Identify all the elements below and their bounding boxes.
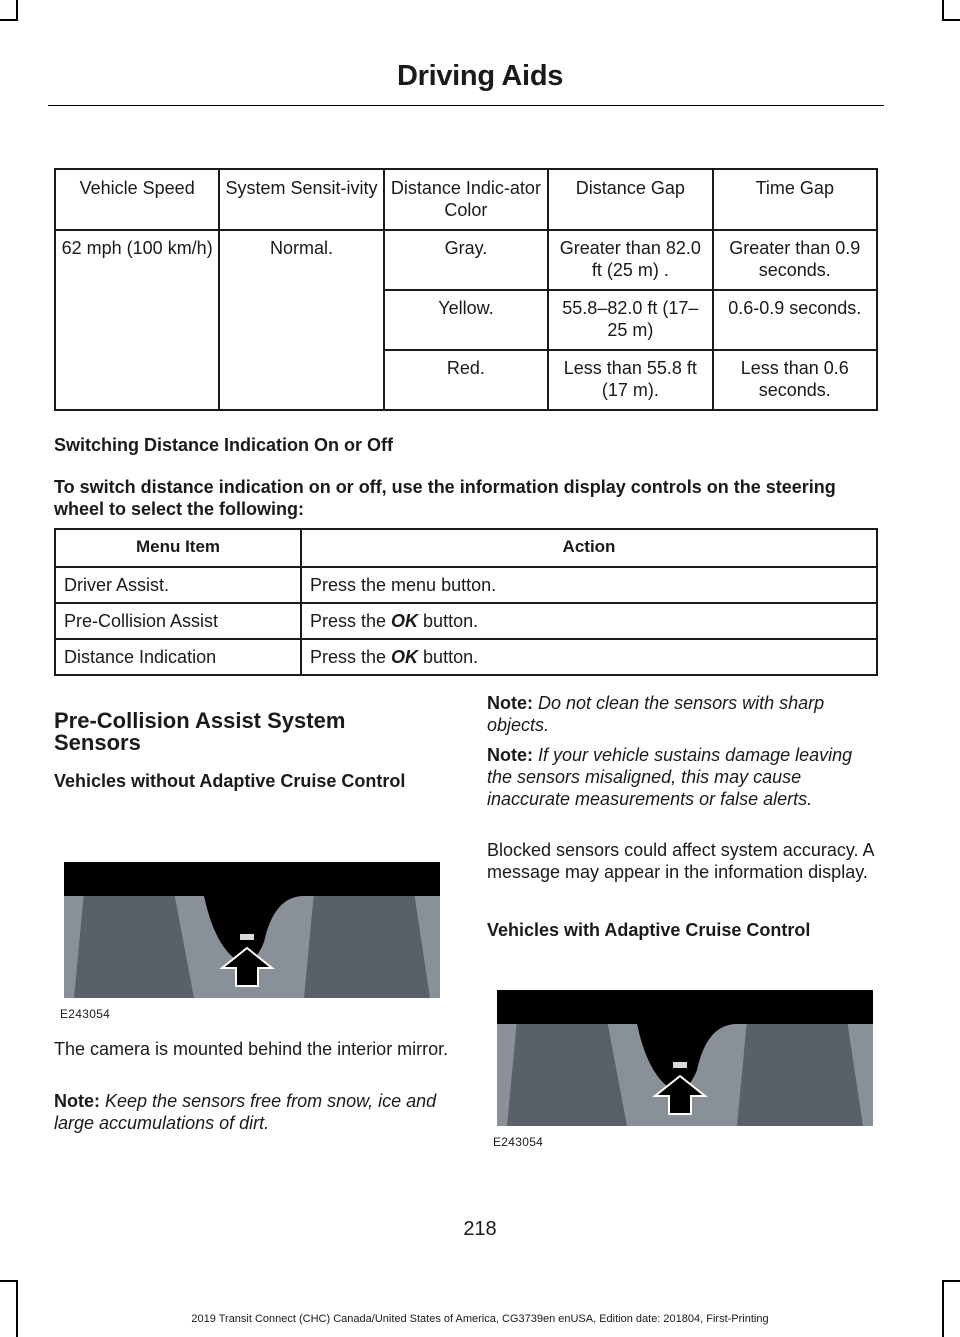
page-title: Driving Aids [396,60,564,92]
action-cell [301,603,877,639]
figure-code: E243054 [60,1007,111,1021]
switching-instruction: To switch distance indication on or off, use the information display controls on the steering wheel to select the following: [54,477,836,519]
note-text: If your vehicle sustains damage leaving the sensors misaligned, this may cause inaccurate measurements or false alerts. [487,745,853,809]
column-header: Time Gap [713,169,877,230]
column-header: Action [301,529,877,567]
with-acc-heading: Vehicles with Adaptive Cruise Control [487,920,811,940]
action-cell [301,639,877,675]
action-text: Press the [310,647,392,667]
note-text: Do not clean the sensors with sharp objects. [487,693,825,735]
table-header-row [55,169,877,230]
note-sharp [487,692,882,736]
color-cell: Yellow. [384,290,548,350]
crop-mark [16,1280,18,1337]
without-acc-heading: Vehicles without Adaptive Cruise Control [54,771,406,791]
note-label: Note: [54,1091,100,1111]
time-cell: 0.6-0.9 seconds. [713,290,877,350]
table-row [55,230,877,290]
figure-illustration [64,862,440,998]
column-header: Distance Gap [548,169,712,230]
time-cell: Less than 0.6 seconds. [713,350,877,410]
camera-shape [673,1062,687,1068]
menu-item-cell: Pre-Collision Assist [55,603,301,639]
action-key: OK [391,647,419,667]
note-text: Keep the sensors free from snow, ice and large accumulations of dirt. [54,1091,437,1133]
vehicle-speed-cell: 62 mph (100 km/h) [55,230,219,410]
time-cell: Greater than 0.9 seconds. [713,230,877,290]
note-misaligned [487,744,882,810]
crop-mark [942,0,944,20]
figure-photo [64,862,440,998]
seat-right [304,882,430,998]
figure-code: E243054 [493,1135,544,1149]
note-label: Note: [487,693,533,713]
blocked-sensors-paragraph: Blocked sensors could affect system accuracy. A message may appear in the information display. [487,840,874,882]
menu-item-cell: Driver Assist. [55,567,301,603]
action-text: Press the menu button. [310,575,497,595]
footer-edition: 2019 Transit Connect (CHC) Canada/United States of America, CG3739en enUSA, Edition date: 201804, First-Printing [191,1313,769,1325]
column-header: Distance Indic-ator Color [384,169,548,230]
camera-shape [240,934,254,940]
column-header: Menu Item [55,529,301,567]
note-label: Note: [487,745,533,765]
gap-cell: Greater than 82.0 ft (25 m) . [548,230,712,290]
table-header-row [55,529,877,567]
sensitivity-cell: Normal. [219,230,383,410]
crop-mark [942,19,960,21]
menu-action-table [54,528,878,676]
crop-mark [16,0,18,20]
gap-cell: 55.8–82.0 ft (17–25 m) [548,290,712,350]
action-key: OK [391,611,419,631]
crop-mark [942,1280,944,1337]
figure-illustration [497,990,873,1126]
note-snow [54,1090,449,1134]
figure-camera-with-acc [487,978,879,1153]
switching-heading: Switching Distance Indication On or Off [54,435,394,455]
color-cell: Gray. [384,230,548,290]
color-cell: Red. [384,350,548,410]
action-text: button. [418,647,479,667]
header-divider [48,105,884,106]
table-row [55,567,877,603]
column-header: Vehicle Speed [55,169,219,230]
action-cell [301,567,877,603]
distance-indication-table [54,168,878,411]
figure-camera-no-acc [54,850,446,1025]
crop-mark [0,19,18,21]
gap-cell: Less than 55.8 ft (17 m). [548,350,712,410]
action-text: Press the [310,611,392,631]
crop-mark [0,1280,18,1282]
action-text: button. [418,611,479,631]
table-row [55,639,877,675]
menu-item-cell: Distance Indication [55,639,301,675]
camera-paragraph: The camera is mounted behind the interior mirror. [54,1039,449,1059]
page-number: 218 [463,1218,497,1240]
seat-right [737,1010,863,1126]
crop-mark [942,1280,960,1282]
column-header: System Sensit-ivity [219,169,383,230]
sensors-heading: Pre-Collision Assist System Sensors [54,708,346,755]
table-row [55,603,877,639]
figure-photo [497,990,873,1126]
